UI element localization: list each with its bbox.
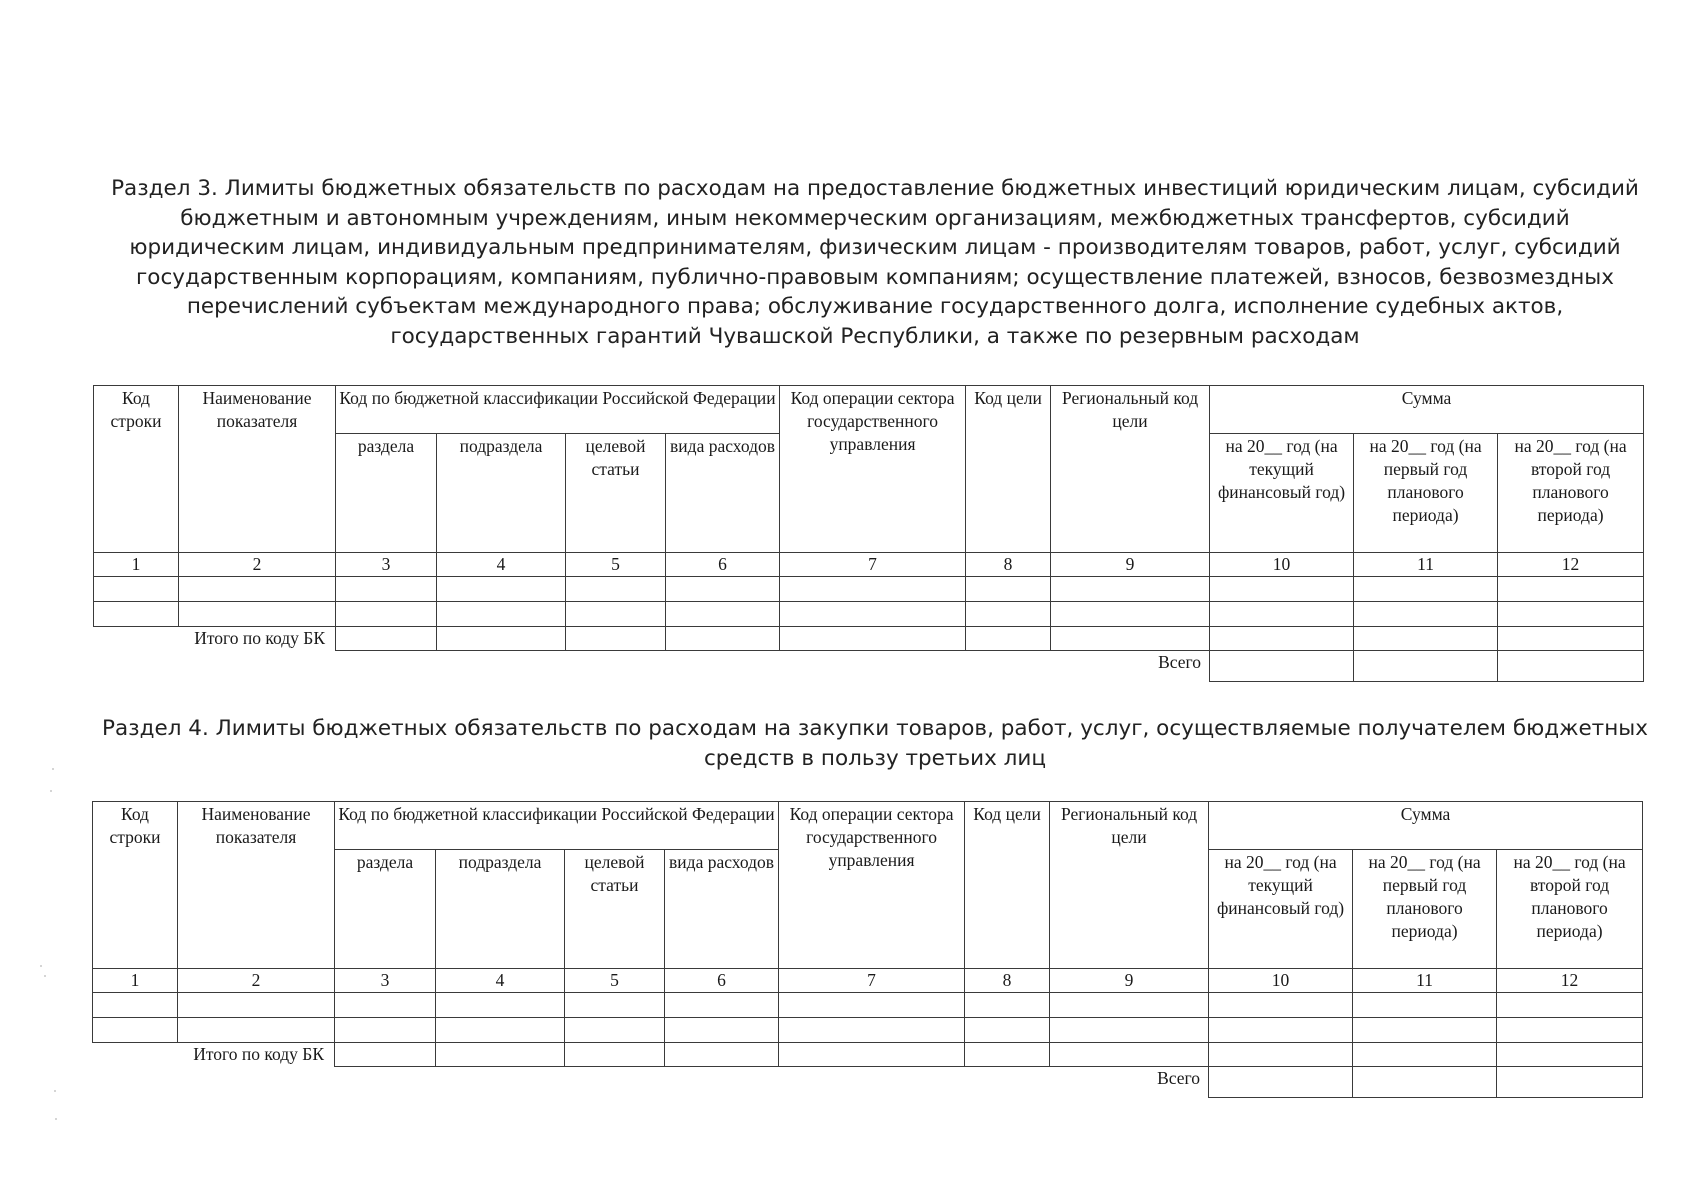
header-year-first: на 20__ год (на первый год планового периода): [1353, 850, 1497, 969]
column-numbers-row: [94, 553, 1644, 577]
cell[interactable]: [178, 1018, 335, 1043]
header-sum: Сумма: [1210, 386, 1644, 434]
cell[interactable]: [1209, 1043, 1353, 1067]
scan-speck: [40, 965, 42, 967]
table-row: [94, 602, 1644, 627]
column-number: 4: [436, 969, 565, 993]
cell[interactable]: [779, 993, 965, 1018]
cell[interactable]: [436, 1043, 565, 1067]
cell[interactable]: [1209, 1018, 1353, 1043]
header-goal-code: Код цели: [965, 802, 1050, 969]
cell[interactable]: [436, 1018, 565, 1043]
cell[interactable]: [665, 1018, 779, 1043]
header-year-current: на 20__ год (на текущий финансовый год): [1209, 850, 1353, 969]
column-number: 3: [336, 553, 437, 577]
cell[interactable]: [1354, 627, 1498, 651]
cell[interactable]: [179, 602, 336, 627]
grand-total-label: Всего: [1158, 651, 1202, 672]
cell[interactable]: [1210, 577, 1354, 602]
header-line-code: Код строки: [93, 802, 178, 969]
cell[interactable]: [565, 1018, 665, 1043]
header-year-second: на 20__ год (на второй год планового периода): [1497, 850, 1643, 969]
cell[interactable]: [1210, 650, 1354, 681]
column-number: 5: [566, 553, 666, 577]
cell[interactable]: [565, 1043, 665, 1067]
column-number: 7: [780, 553, 966, 577]
header-regional-goal-code: Региональный код цели: [1050, 802, 1209, 969]
cell[interactable]: [665, 993, 779, 1018]
header-section: раздела: [336, 434, 437, 553]
section-4-table: [92, 801, 1643, 1098]
cell[interactable]: [780, 602, 966, 627]
cell[interactable]: [780, 577, 966, 602]
column-number: 1: [94, 553, 179, 577]
cell[interactable]: [437, 602, 566, 627]
cell[interactable]: [666, 602, 780, 627]
cell[interactable]: [336, 602, 437, 627]
cell[interactable]: [566, 577, 666, 602]
cell[interactable]: [1210, 602, 1354, 627]
column-number: 10: [1210, 553, 1354, 577]
cell[interactable]: [93, 1018, 178, 1043]
cell[interactable]: [666, 627, 780, 651]
column-number: 1: [93, 969, 178, 993]
section-4-title: Раздел 4. Лимиты бюджетных обязательств по расходам на закупки товаров, работ, услуг, осуществляемые получателем бюджетных средств в пользу третьих лиц: [102, 716, 1648, 771]
cell[interactable]: [436, 993, 565, 1018]
cell[interactable]: [1209, 993, 1353, 1018]
cell[interactable]: [1353, 1066, 1497, 1097]
header-indicator-name: Наименование показателя: [178, 802, 335, 969]
cell[interactable]: [1050, 993, 1209, 1018]
cell[interactable]: [1497, 993, 1643, 1018]
cell[interactable]: [1497, 1018, 1643, 1043]
header-section: раздела: [335, 850, 436, 969]
cell[interactable]: [335, 993, 436, 1018]
cell[interactable]: [566, 602, 666, 627]
cell[interactable]: [1353, 1018, 1497, 1043]
cell[interactable]: [665, 1043, 779, 1067]
cell[interactable]: [335, 1018, 436, 1043]
column-number: 3: [335, 969, 436, 993]
cell[interactable]: [779, 1018, 965, 1043]
column-number: 9: [1051, 553, 1210, 577]
cell[interactable]: [1050, 1018, 1209, 1043]
cell[interactable]: [437, 577, 566, 602]
table-row: [93, 1018, 1643, 1043]
header-year-second: на 20__ год (на второй год планового периода): [1498, 434, 1644, 553]
grand-total-row: [94, 650, 1644, 681]
cell[interactable]: [965, 1018, 1050, 1043]
grand-total-row: [93, 1066, 1643, 1097]
cell[interactable]: [336, 577, 437, 602]
cell[interactable]: [1497, 1043, 1643, 1067]
scan-speck: [54, 1090, 56, 1092]
header-budget-classification: Код по бюджетной классификации Российской Федерации: [336, 386, 780, 434]
section-3-title: Раздел 3. Лимиты бюджетных обязательств по расходам на предоставление бюджетных инвестиций юридическим лицам, субсидий бюджетным и автономным учреждениям, иным некоммерческим организациям, межбюджетных трансфертов, субсидий юридическим лицам, индивидуальным предпринимателям, физическим лицам - производителям товаров, работ, услуг, субсидий государственным корпорациям, компаниям, публично-правовым компаниям; осуществление платежей, взносов, безвозмездных перечислений субъектам международного права; обслуживание государственного долга, исполнение судебных актов, государственных гарантий Чувашской Республики, а также по резервным расходам: [111, 176, 1639, 349]
column-number: 11: [1354, 553, 1498, 577]
column-number: 7: [779, 969, 965, 993]
header-subsection: подраздела: [436, 850, 565, 969]
column-number: 6: [666, 553, 780, 577]
cell[interactable]: [437, 627, 566, 651]
cell[interactable]: [780, 627, 966, 651]
cell[interactable]: [1498, 627, 1644, 651]
header-goal-code: Код цели: [966, 386, 1051, 553]
cell[interactable]: [779, 1043, 965, 1067]
column-numbers-row: [93, 969, 1643, 993]
column-number: 12: [1498, 553, 1644, 577]
cell[interactable]: [1051, 577, 1210, 602]
cell[interactable]: [1498, 577, 1644, 602]
cell[interactable]: [94, 602, 179, 627]
cell[interactable]: [666, 577, 780, 602]
cell[interactable]: [179, 577, 336, 602]
column-number: 2: [178, 969, 335, 993]
header-year-first: на 20__ год (на первый год планового периода): [1354, 434, 1498, 553]
cell[interactable]: [1051, 627, 1210, 651]
scan-speck: [50, 790, 52, 792]
column-number: 4: [437, 553, 566, 577]
cell[interactable]: [1354, 650, 1498, 681]
cell[interactable]: [1051, 602, 1210, 627]
header-subsection: подраздела: [437, 434, 566, 553]
cell[interactable]: [178, 993, 335, 1018]
cell[interactable]: [1209, 1066, 1353, 1097]
column-number: 8: [965, 969, 1050, 993]
header-line-code: Код строки: [94, 386, 179, 553]
cell[interactable]: [1498, 650, 1644, 681]
cell[interactable]: [966, 602, 1051, 627]
column-number: 6: [665, 969, 779, 993]
scan-speck: [55, 1118, 57, 1120]
cell[interactable]: [965, 993, 1050, 1018]
cell[interactable]: [93, 993, 178, 1018]
header-gov-sector-operation: Код операции сектора государственного управления: [780, 386, 966, 553]
cell[interactable]: [1353, 993, 1497, 1018]
cell[interactable]: [1210, 627, 1354, 651]
cell[interactable]: [966, 627, 1051, 651]
cell[interactable]: [1354, 577, 1498, 602]
table-row: [94, 577, 1644, 602]
cell[interactable]: [966, 577, 1051, 602]
column-number: 11: [1353, 969, 1497, 993]
header-indicator-name: Наименование показателя: [179, 386, 336, 553]
grand-total-label: Всего: [1157, 1067, 1201, 1088]
table-row: [93, 993, 1643, 1018]
cell[interactable]: [335, 1043, 436, 1067]
header-year-current: на 20__ год (на текущий финансовый год): [1210, 434, 1354, 553]
header-target-article: целевой статьи: [566, 434, 666, 553]
total-by-code-row: [94, 627, 1644, 651]
scan-speck: [44, 975, 46, 977]
column-number: 10: [1209, 969, 1353, 993]
header-sum: Сумма: [1209, 802, 1643, 850]
column-number: 2: [179, 553, 336, 577]
cell[interactable]: [566, 627, 666, 651]
cell[interactable]: [565, 993, 665, 1018]
column-number: 9: [1050, 969, 1209, 993]
column-number: 12: [1497, 969, 1643, 993]
cell[interactable]: [1354, 602, 1498, 627]
header-target-article: целевой статьи: [565, 850, 665, 969]
header-expense-type: вида расходов: [665, 850, 779, 969]
cell[interactable]: [1050, 1043, 1209, 1067]
header-expense-type: вида расходов: [666, 434, 780, 553]
section-3-table: [93, 385, 1644, 682]
column-number: 5: [565, 969, 665, 993]
cell[interactable]: [965, 1043, 1050, 1067]
total-by-code-label: Итого по коду БК: [93, 1043, 335, 1067]
cell[interactable]: [1353, 1043, 1497, 1067]
header-regional-goal-code: Региональный код цели: [1051, 386, 1210, 553]
header-gov-sector-operation: Код операции сектора государственного управления: [779, 802, 965, 969]
cell[interactable]: [1497, 1066, 1643, 1097]
total-by-code-label: Итого по коду БК: [94, 627, 336, 651]
cell[interactable]: [336, 627, 437, 651]
total-by-code-row: [93, 1043, 1643, 1067]
header-budget-classification: Код по бюджетной классификации Российской Федерации: [335, 802, 779, 850]
column-number: 8: [966, 553, 1051, 577]
cell[interactable]: [1498, 602, 1644, 627]
cell[interactable]: [94, 577, 179, 602]
scan-speck: [52, 768, 54, 770]
